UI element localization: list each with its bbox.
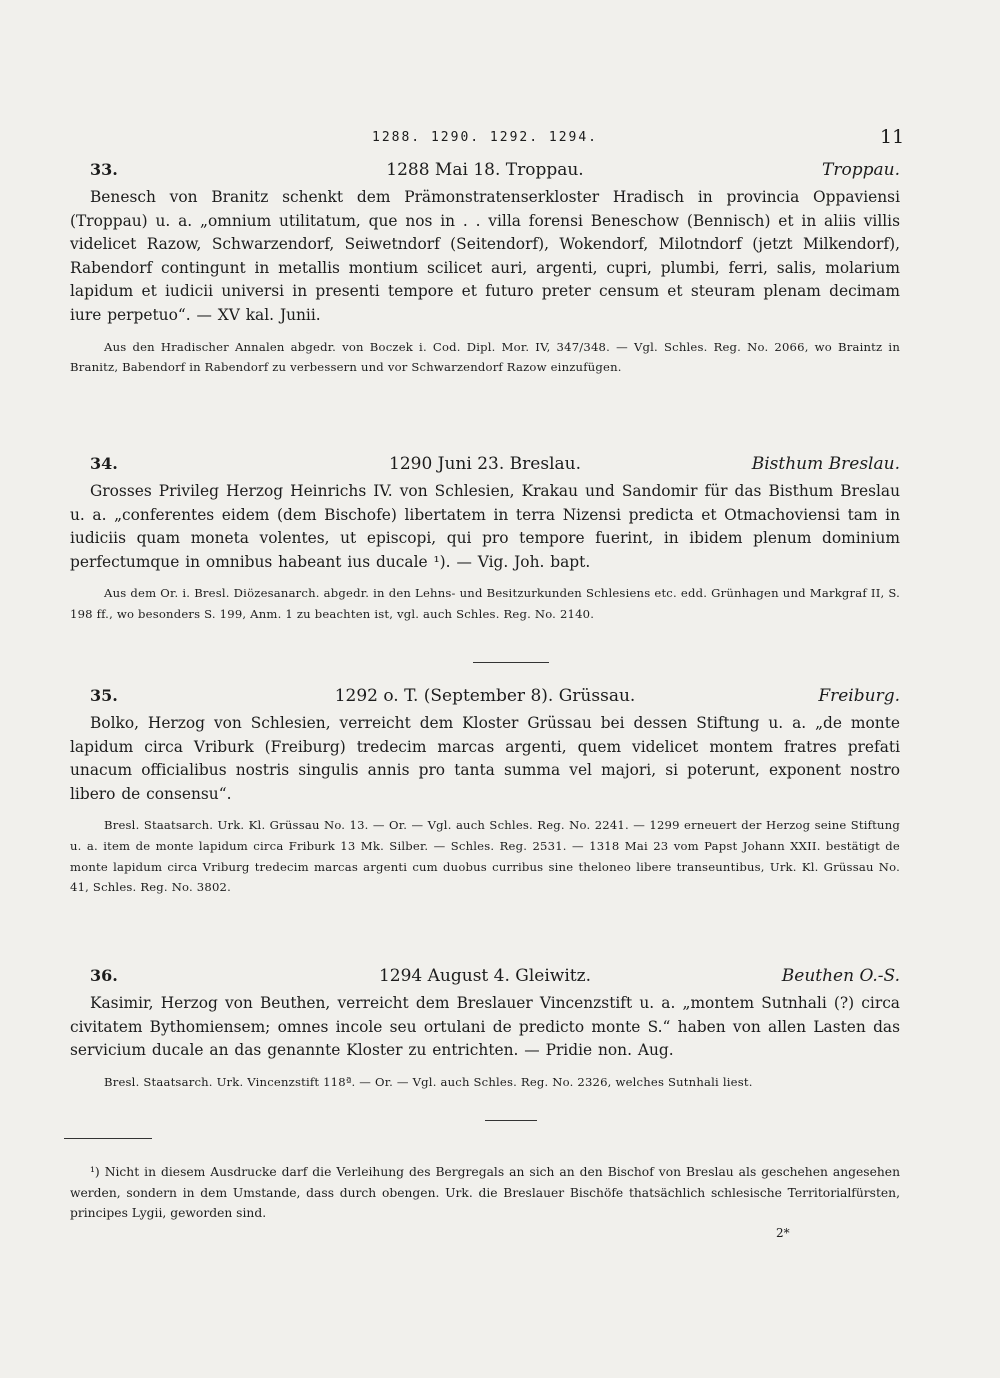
section-divider: [473, 662, 549, 663]
entry-place: Freiburg.: [818, 686, 900, 706]
entry-source-note: Bresl. Staatsarch. Urk. Kl. Grüssau No. 13. — Or. — Vgl. auch Schles. Reg. No. 2241. — 1299 erneuert der Herzog seine Stiftung u. a. item de monte lapidum circa Friburk 13 Mk. Silber. — Schles. Reg. 2531. — 1318 Mai 23 vom Papst Johann XXII. bestätigt de monte lapidum circa Vriburg tredecim marcas argenti cum duobus curribus sine theloneo libere transeuntibus, Urk. Kl. Grüssau No. 41, Schles. Reg. No. 3802.: [70, 818, 900, 895]
entry-heading: [70, 686, 900, 710]
entry-text: Kasimir, Herzog von Beuthen, verreicht dem Breslauer Vincenzstift u. a. „montem Sutnhali (?) circa civitatem Bythomiensem; omnes incole seu ortulani de predicto monte S.“ haben von allen Lasten das servicium ducale an das genannte Kloster zu entrichten. — Pridie non. Aug.: [70, 994, 900, 1060]
entry-place: Beuthen O.-S.: [781, 966, 900, 986]
entry-date: 1288 Mai 18. Troppau.: [386, 160, 584, 180]
running-header-years: 1288. 1290. 1292. 1294.: [372, 130, 599, 145]
entry-source-note: Aus den Hradischer Annalen abgedr. von Boczek i. Cod. Dipl. Mor. IV, 347/348. — Vgl. Schles. Reg. No. 2066, wo Braintz in Branitz, Babendorf in Rabendorf zu verbessern und vor Schwarzendorf Razow einzufügen.: [70, 339, 900, 375]
entry-heading: [70, 160, 900, 184]
section-divider: [485, 1120, 537, 1121]
running-header: [0, 126, 1000, 150]
entry-heading: [70, 966, 900, 990]
entry-text: Benesch von Branitz schenkt dem Prämonstratenserkloster Hradisch in provincia Oppaviensi (Troppau) u. a. „omnium utilitatum, que nos in . . villa forensi Beneschow (Bennisch) et in aliis villis videlicet Razow, Schwarzendorf, Seiwetndorf (Seitendorf), Wokendorf, Milotndorf (jetzt Milkendorf), Rabendorf contingunt in metallis montium scilicet auri, argenti, cupri, plumbi, ferri, salis, molarium lapidum et iudicii universi in presenti tempore et futuro preter censum et steuram plenam decimam iure perpetuo“. — XV kal. Junii.: [70, 188, 900, 324]
entry-date: 1294 August 4. Gleiwitz.: [378, 966, 591, 986]
entry-place: Bisthum Breslau.: [751, 454, 900, 474]
entry-date: 1292 o. T. (September 8). Grüssau.: [334, 686, 636, 706]
entry-place: Troppau.: [822, 160, 900, 180]
entry-35: [70, 686, 900, 898]
entry-number: 33.: [90, 160, 118, 179]
entry-number: 34.: [90, 454, 118, 473]
entry-heading: [70, 454, 900, 478]
page-number: 11: [880, 126, 905, 148]
entry-34: [70, 454, 900, 625]
entry-source-note: Bresl. Staatsarch. Urk. Vincenzstift 118ª. — Or. — Vgl. auch Schles. Reg. No. 2326, welches Sutnhali liest.: [104, 1074, 753, 1089]
entry-33: [70, 160, 900, 378]
footnote-rule: [64, 1138, 152, 1139]
footnote: ¹) Nicht in diesem Ausdrucke darf die Verleihung des Bergregals an sich an den Bischof von Breslau als geschehen angesehen werden, sondern in dem Umstande, dass durch obengen. Urk. die Breslauer Bischöfe thatsächlich schlesische Territorialfürsten, principes Lygii, geworden sind.: [70, 1165, 900, 1221]
entry-date: 1290 Juni 23. Breslau.: [389, 454, 581, 474]
entry-number: 35.: [90, 686, 118, 705]
entry-number: 36.: [90, 966, 118, 985]
entry-source-note: Aus dem Or. i. Bresl. Diözesanarch. abgedr. in den Lehns- und Besitzurkunden Schlesiens etc. edd. Grünhagen und Markgraf II, S. 198 ff., wo besonders S. 199, Anm. 1 zu beachten ist, vgl. auch Schles. Reg. No. 2140.: [70, 586, 900, 621]
entry-text: Bolko, Herzog von Schlesien, verreicht dem Kloster Grüssau bei dessen Stiftung u. a. „de monte lapidum circa Vriburk (Freiburg) tredecim marcas argenti, quem videlicet montem fratres prefati unacum officialibus nostris singulis annis pro tanta summa vel majori, si poterunt, exponent nostro libero de consensu“.: [70, 714, 900, 803]
entry-36: [70, 966, 900, 1092]
entry-text: Grosses Privileg Herzog Heinrichs IV. von Schlesien, Krakau und Sandomir für das Bisthum Breslau u. a. „conferentes eidem (dem Bischofe) libertatem in terra Nizensi predicta et Otmachoviensi tam in iudiciis quam moneta volentes, ut episcopi, qui pro tempore fuerint, in ibidem plenum dominium perfectumque in omnibus habeant ius ducale ¹). — Vig. Joh. bapt.: [70, 482, 900, 571]
sheet-signature: 2*: [776, 1226, 790, 1240]
